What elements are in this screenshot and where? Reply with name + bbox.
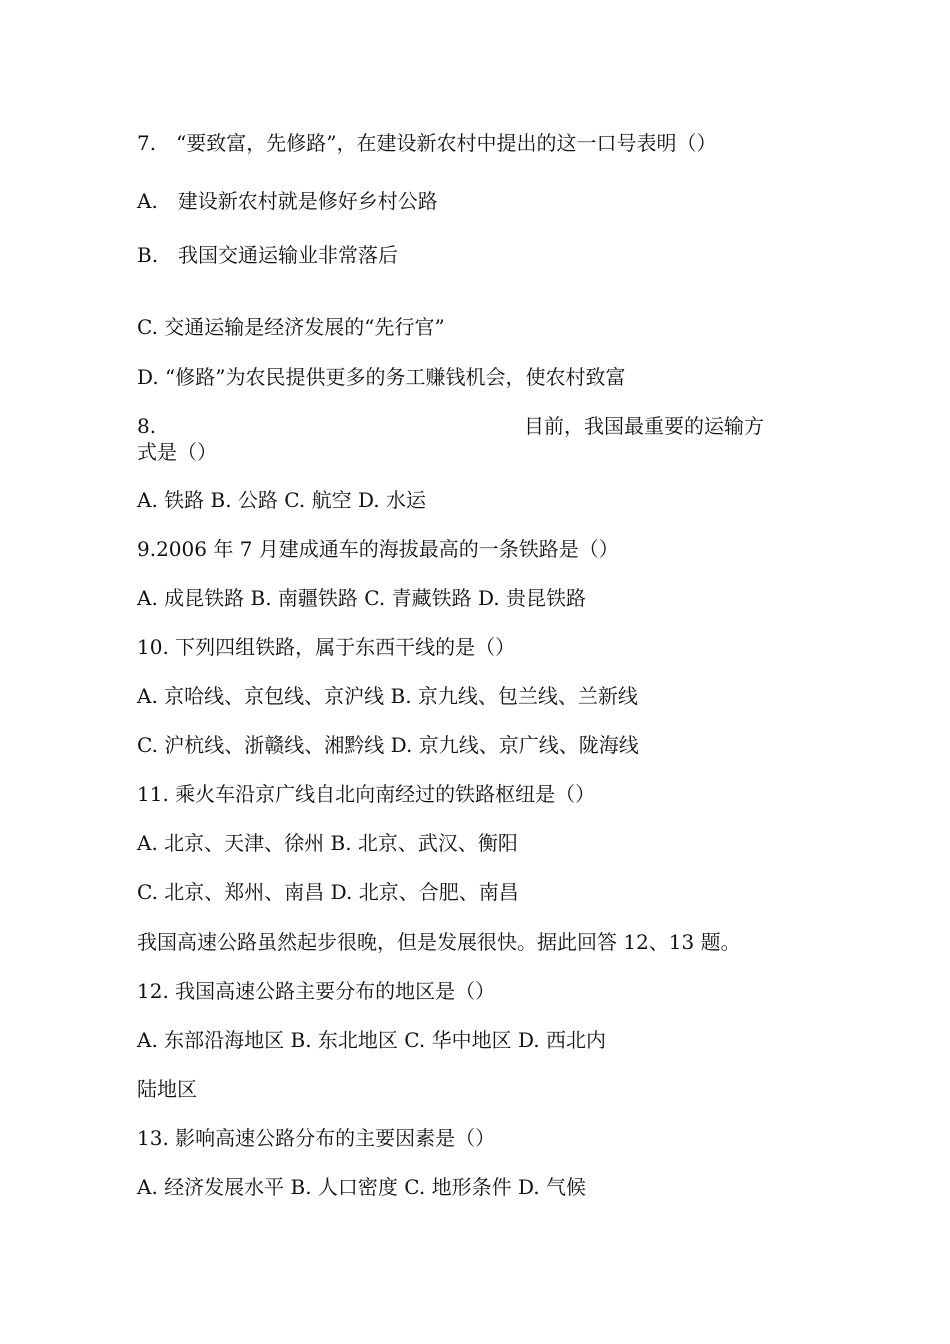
question-12-options: A. 东部沿海地区 B. 东北地区 C. 华中地区 D. 西北内 xyxy=(137,1028,606,1052)
question-7-option-a: A. 建设新农村就是修好乡村公路 xyxy=(137,189,438,213)
question-13-options: A. 经济发展水平 B. 人口密度 C. 地形条件 D. 气候 xyxy=(137,1175,586,1199)
question-7: 7. “要致富，先修路”，在建设新农村中提出的这一口号表明（） xyxy=(137,131,717,155)
question-9-options: A. 成昆铁路 B. 南疆铁路 C. 青藏铁路 D. 贵昆铁路 xyxy=(137,586,586,610)
question-12-continuation: 陆地区 xyxy=(137,1077,197,1101)
question-8-options: A. 铁路 B. 公路 C. 航空 D. 水运 xyxy=(137,488,426,512)
question-11: 11. 乘火车沿京广线自北向南经过的铁路枢纽是（） xyxy=(137,782,596,806)
question-13: 13. 影响高速公路分布的主要因素是（） xyxy=(137,1126,496,1150)
question-7-option-c: C. 交通运输是经济发展的“先行官” xyxy=(137,315,445,339)
question-7-option-d: D. “修路”为农民提供更多的务工赚钱机会，使农村致富 xyxy=(137,365,626,389)
question-11-options-ab: A. 北京、天津、徐州 B. 北京、武汉、衡阳 xyxy=(137,831,518,855)
question-8-number: 8. xyxy=(137,414,157,438)
question-8-continuation: 式是（） xyxy=(137,440,217,464)
question-12: 12. 我国高速公路主要分布的地区是（） xyxy=(137,979,496,1003)
question-10: 10. 下列四组铁路，属于东西干线的是（） xyxy=(137,635,516,659)
question-10-options-ab: A. 京哈线、京包线、京沪线 B. 京九线、包兰线、兰新线 xyxy=(137,684,638,708)
question-11-options-cd: C. 北京、郑州、南昌 D. 北京、合肥、南昌 xyxy=(137,880,519,904)
question-9: 9.2006 年 7 月建成通车的海拔最高的一条铁路是（） xyxy=(137,537,619,561)
question-7-option-b: B. 我国交通运输业非常落后 xyxy=(137,243,399,267)
question-10-options-cd: C. 沪杭线、浙赣线、湘黔线 D. 京九线、京广线、陇海线 xyxy=(137,733,639,757)
question-8-text: 目前，我国最重要的运输方 xyxy=(524,414,764,438)
intro-12-13: 我国高速公路虽然起步很晚，但是发展很快。据此回答 12、13 题。 xyxy=(137,930,741,954)
